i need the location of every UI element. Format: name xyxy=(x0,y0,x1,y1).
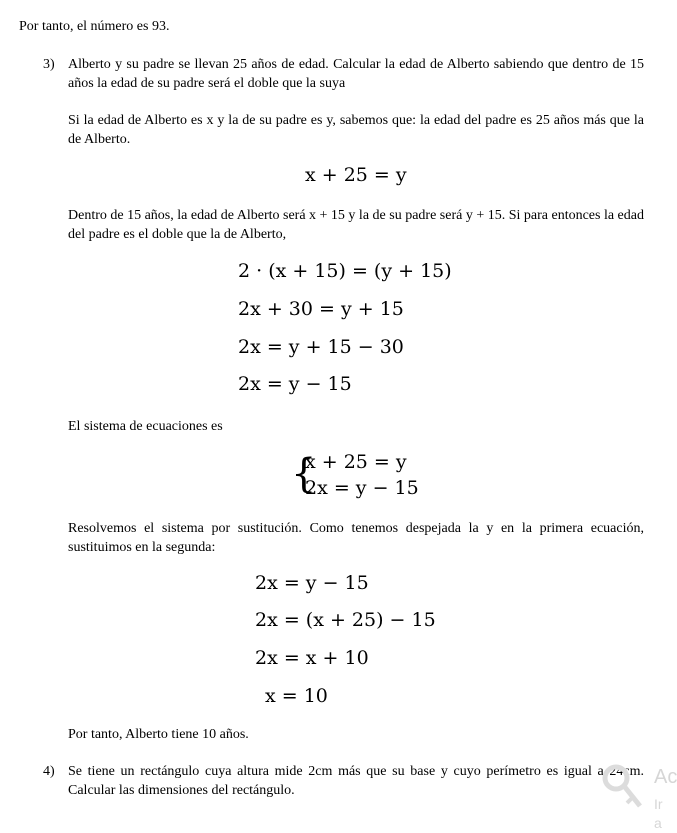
watermark-line-1: Ac xyxy=(654,766,677,788)
problem-3-para-3: El sistema de ecuaciones es xyxy=(68,419,223,434)
intro-text: Por tanto, el número es 93. xyxy=(19,19,170,34)
equation-1: x + 25 = y xyxy=(305,164,407,186)
problem-3-statement: Alberto y su padre se llevan 25 años de edad. Calcular la edad de Alberto sabiendo que dentro de 15 años la edad de su padre será el doble que la suya xyxy=(68,57,644,91)
step-2-line-1: 2x = y − 15 xyxy=(255,572,369,594)
problem-4-number: 4) xyxy=(43,764,55,779)
step-1-line-1: 2 · (x + 15) = (y + 15) xyxy=(238,260,452,282)
step-1-line-3: 2x = y + 15 − 30 xyxy=(238,336,404,358)
problem-3-para-1: Si la edad de Alberto es x y la de su padre es y, sabemos que: la edad del padre es 25 años más que la de Alberto. xyxy=(68,113,644,147)
watermark-line-2: Ir a xyxy=(654,796,663,831)
problem-3-para-4: Resolvemos el sistema por sustitución. Como tenemos despejada la y en la primera ecuación, sustituimos en la segunda: xyxy=(68,521,644,555)
problem-3-para-2: Dentro de 15 años, la edad de Alberto será x + 15 y la de su padre será y + 15. Si para entonces la edad del padre es el doble que la de Alberto, xyxy=(68,208,644,242)
problem-3-conclusion: Por tanto, Alberto tiene 10 años. xyxy=(68,727,249,742)
problem-4-statement: Se tiene un rectángulo cuya altura mide 2cm más que su base y cuyo perímetro es igual a 24cm. Calcular las dimensiones del rectángulo. xyxy=(68,764,644,798)
step-2-line-4: x = 10 xyxy=(265,685,328,707)
system-equation-1: x + 25 = y xyxy=(305,451,407,473)
step-1-line-4: 2x = y − 15 xyxy=(238,373,352,395)
step-2-line-2: 2x = (x + 25) − 15 xyxy=(255,609,436,631)
key-icon xyxy=(600,762,646,812)
system-equation-2: 2x = y − 15 xyxy=(305,477,419,499)
step-1-line-2: 2x + 30 = y + 15 xyxy=(238,298,404,320)
system-brace: { xyxy=(291,451,317,497)
step-2-line-3: 2x = x + 10 xyxy=(255,647,369,669)
problem-3-number: 3) xyxy=(43,57,55,72)
